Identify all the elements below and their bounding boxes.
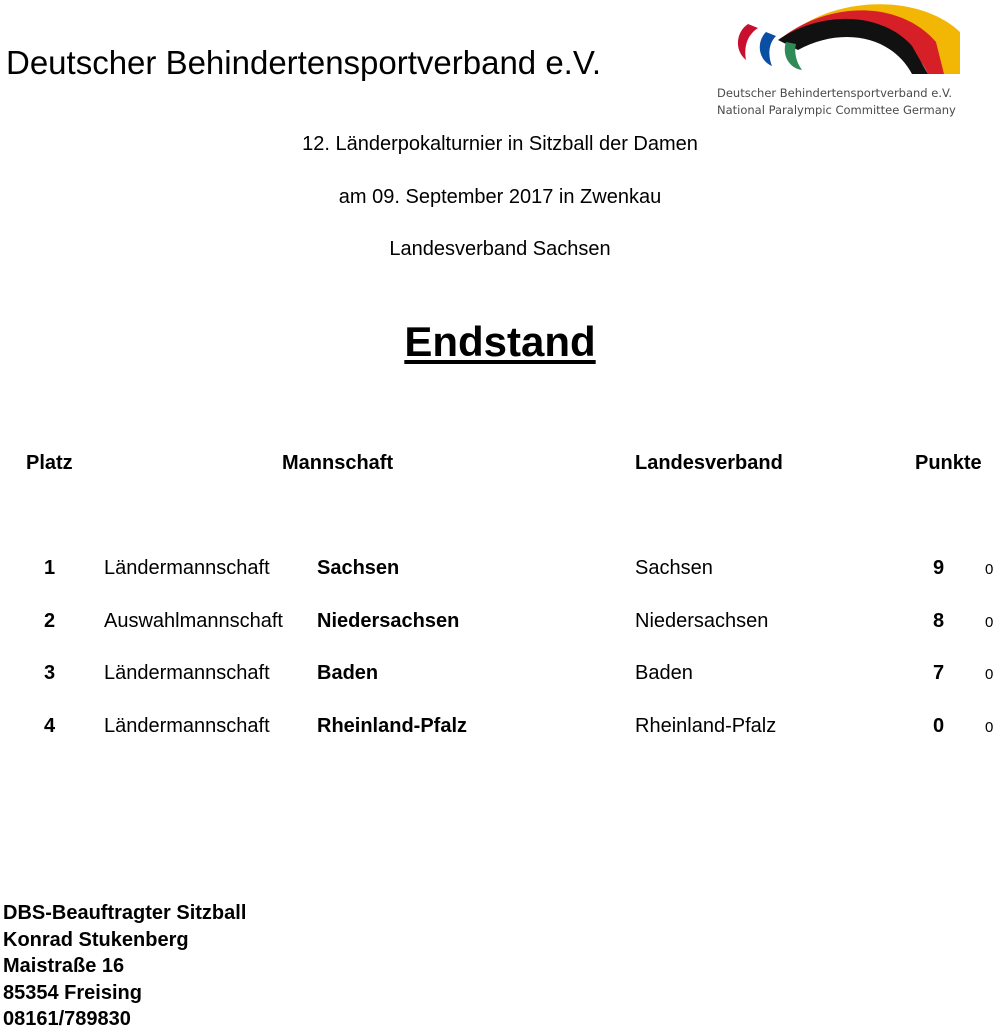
column-header-mannschaft: Mannschaft bbox=[282, 452, 394, 474]
event-date: am 09. September 2017 in Zwenkau bbox=[338, 186, 662, 208]
cell-team-type: Ländermannschaft bbox=[104, 715, 270, 737]
column-header-punkte: Punkte bbox=[915, 452, 982, 474]
cell-platz: 1 bbox=[44, 557, 56, 579]
cell-team-type: Auswahlmannschaft bbox=[104, 610, 283, 632]
cell-landesverband: Sachsen bbox=[635, 557, 713, 579]
cell-punkte: 0 bbox=[933, 715, 945, 737]
cell-extra: 0 bbox=[985, 614, 994, 631]
cell-landesverband: Baden bbox=[635, 662, 693, 684]
cell-landesverband: Rheinland-Pfalz bbox=[635, 715, 777, 737]
cell-platz: 3 bbox=[44, 662, 56, 684]
cell-punkte: 7 bbox=[933, 662, 945, 684]
logo-agito-blue bbox=[760, 32, 776, 66]
cell-extra: 0 bbox=[985, 561, 994, 578]
cell-punkte: 9 bbox=[933, 557, 945, 579]
contact-block bbox=[3, 900, 246, 1033]
cell-extra: 0 bbox=[985, 719, 994, 736]
table-row bbox=[0, 610, 1000, 640]
logo-graphic bbox=[722, 2, 962, 84]
logo-agito-red bbox=[738, 24, 758, 60]
contact-role: DBS-Beauftragter Sitzball bbox=[3, 902, 247, 924]
logo-text-name: Deutscher Behindertensportverband e.V. bbox=[717, 86, 953, 100]
column-header-landesverband: Landesverband bbox=[635, 452, 783, 474]
contact-city: 85354 Freising bbox=[3, 981, 142, 1004]
cell-team-name: Sachsen bbox=[317, 557, 400, 579]
event-title: 12. Länderpokalturnier in Sitzball der Damen bbox=[302, 133, 698, 155]
table-row bbox=[0, 557, 1000, 587]
cell-punkte: 8 bbox=[933, 610, 945, 632]
cell-team-type: Ländermannschaft bbox=[104, 662, 270, 684]
logo-text-subtitle: National Paralympic Committee Germany bbox=[717, 103, 956, 117]
cell-extra: 0 bbox=[985, 666, 994, 683]
table-row bbox=[0, 715, 1000, 745]
organization-title: Deutscher Behindertensportverband e.V. bbox=[6, 44, 601, 81]
cell-team-name: Niedersachsen bbox=[317, 610, 460, 632]
contact-phone: 08161/789830 bbox=[3, 1008, 131, 1030]
table-row bbox=[0, 662, 1000, 692]
cell-platz: 4 bbox=[44, 715, 56, 737]
cell-team-type: Ländermannschaft bbox=[104, 557, 270, 579]
cell-team-name: Baden bbox=[317, 662, 379, 684]
cell-platz: 2 bbox=[44, 610, 56, 632]
cell-landesverband: Niedersachsen bbox=[635, 610, 769, 632]
page-heading: Endstand bbox=[404, 318, 596, 365]
contact-name: Konrad Stukenberg bbox=[3, 928, 189, 951]
event-host: Landesverband Sachsen bbox=[389, 238, 611, 260]
column-header-platz: Platz bbox=[26, 452, 73, 474]
cell-team-name: Rheinland-Pfalz bbox=[317, 715, 468, 737]
contact-street: Maistraße 16 bbox=[3, 955, 125, 977]
dbs-logo bbox=[716, 2, 960, 120]
